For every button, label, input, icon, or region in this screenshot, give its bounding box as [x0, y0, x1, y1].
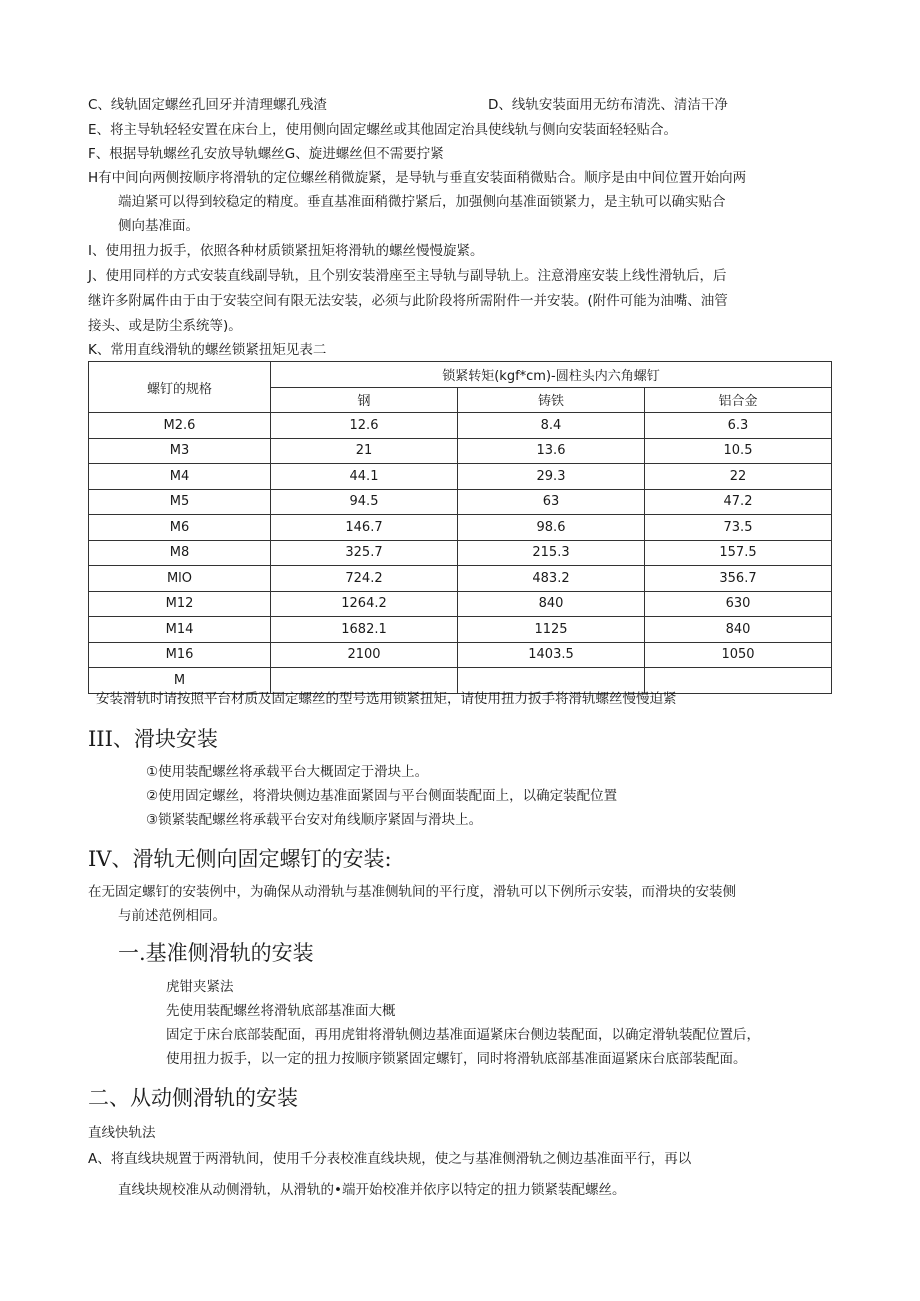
- step-h-line1: H有中间向两侧按顺序将滑轨的定位螺丝稍微旋紧，是导轨与垂直安装面稍微贴合。顺序是由中间位置开始向两: [88, 170, 747, 186]
- table-row: [89, 413, 832, 439]
- table-row: [89, 566, 832, 592]
- step-c: C、线轨固定螺丝孔回牙并清理螺孔残渣: [88, 97, 327, 113]
- table-row: [89, 642, 832, 668]
- torque-cell: 13.6: [458, 438, 645, 464]
- screw-size-cell: M: [89, 668, 271, 694]
- torque-cell: 483.2: [458, 566, 645, 592]
- screw-size-cell: M14: [89, 617, 271, 643]
- subsection-1-heading: 一.基准侧滑轨的安装: [118, 941, 314, 965]
- torque-cell: 21: [271, 438, 458, 464]
- method-line2: 固定于床台底部装配面，再用虎钳将滑轨侧边基准面逼紧床台侧边装配面，以确定滑轨装配位置后，: [166, 1027, 760, 1043]
- torque-table: [88, 361, 832, 694]
- screw-size-cell: M12: [89, 591, 271, 617]
- torque-cell: 724.2: [271, 566, 458, 592]
- header-torque-group: 锁紧转矩(kgf*cm)-圆柱头内六角螺钉: [271, 362, 832, 388]
- section-4-para-line2: 与前述范例相同。: [118, 908, 226, 924]
- table-row: [89, 617, 832, 643]
- step-d: D、线轨安装面用无纺布清洗、清洁干净: [488, 97, 728, 113]
- torque-cell: 1403.5: [458, 642, 645, 668]
- torque-cell: 94.5: [271, 489, 458, 515]
- step-a-line2: 直线块规校准从动侧滑轨，从滑轨的•端开始校准并依序以特定的扭力锁紧装配螺丝。: [118, 1182, 626, 1198]
- torque-cell: 356.7: [645, 566, 832, 592]
- torque-cell: 157.5: [645, 540, 832, 566]
- torque-cell: 325.7: [271, 540, 458, 566]
- torque-cell: 840: [458, 591, 645, 617]
- torque-cell: 22: [645, 464, 832, 490]
- step-j-line3: 接头、或是防尘系统等)。: [88, 318, 242, 334]
- torque-cell: 73.5: [645, 515, 832, 541]
- table-row: [89, 489, 832, 515]
- table-row: [89, 591, 832, 617]
- screw-size-cell: M16: [89, 642, 271, 668]
- torque-cell: 6.3: [645, 413, 832, 439]
- torque-cell: 2100: [271, 642, 458, 668]
- header-steel: 钢: [271, 387, 458, 413]
- table-row: [89, 438, 832, 464]
- screw-size-cell: MlO: [89, 566, 271, 592]
- screw-size-cell: M8: [89, 540, 271, 566]
- table-row: [89, 515, 832, 541]
- step-j-line1: J、使用同样的方式安装直线副导轨，且个别安装滑座至主导轨与副导轨上。注意滑座安装上线性滑轨后，后: [88, 268, 727, 284]
- torque-cell: [458, 668, 645, 694]
- step-h-line2: 端迫紧可以得到较稳定的精度。垂直基准面稍微拧紧后，加强侧向基准面锁紧力，是主轨可以确实贴合: [118, 194, 726, 210]
- torque-cell: 146.7: [271, 515, 458, 541]
- torque-cell: 840: [645, 617, 832, 643]
- section-4-heading: IV、滑轨无侧向固定螺钉的安装:: [88, 847, 392, 871]
- section-3-heading: III、滑块安装: [88, 727, 218, 751]
- torque-cell: 10.5: [645, 438, 832, 464]
- torque-cell: 215.3: [458, 540, 645, 566]
- screw-size-cell: M4: [89, 464, 271, 490]
- torque-cell: 1050: [645, 642, 832, 668]
- screw-size-cell: M6: [89, 515, 271, 541]
- header-cast-iron: 铸铁: [458, 387, 645, 413]
- step-k: K、常用直线滑轨的螺丝锁紧扭矩见表二: [88, 342, 327, 358]
- section-4-para-line1: 在无固定螺钉的安装例中，为确保从动滑轨与基准侧轨间的平行度，滑轨可以下例所示安装，而滑块的安装侧: [88, 884, 736, 900]
- torque-cell: 12.6: [271, 413, 458, 439]
- screw-size-cell: M2.6: [89, 413, 271, 439]
- torque-cell: 1125: [458, 617, 645, 643]
- step-h-line3: 侧向基准面。: [118, 218, 199, 234]
- table-row: [89, 668, 832, 694]
- torque-cell: 47.2: [645, 489, 832, 515]
- step-a-line1: A、将直线块规置于两滑轨间，使用千分表校准直线块规，使之与基准侧滑轨之侧边基准面平行，再以: [88, 1151, 692, 1167]
- torque-cell: 63: [458, 489, 645, 515]
- slider-step-2: ②使用固定螺丝，将滑块侧边基准面紧固与平台侧面装配面上，以确定装配位置: [146, 788, 618, 804]
- torque-cell: 8.4: [458, 413, 645, 439]
- header-aluminum: 铝合金: [645, 387, 832, 413]
- torque-cell: [271, 668, 458, 694]
- torque-cell: 29.3: [458, 464, 645, 490]
- table-note: 安装滑轨时请按照平台材质及固定螺丝的型号选用锁紧扭矩，请使用扭力扳手将滑轨螺丝慢慢迫紧: [96, 691, 677, 707]
- method-line3: 使用扭力扳手，以一定的扭力按顺序锁紧固定螺钉，同时将滑轨底部基准面逼紧床台底部装配面。: [166, 1051, 747, 1067]
- header-screw-spec: 螺钉的规格: [89, 362, 271, 413]
- step-fg: F、根据导轨螺丝孔安放导轨螺丝G、旋进螺丝但不需要拧紧: [88, 146, 444, 162]
- table-row: [89, 464, 832, 490]
- step-j-line2: 继许多附属件由于由于安装空间有限无法安装，必须与此阶段将所需附件一并安装。(附件可能为油嘴、油管: [88, 293, 728, 309]
- method-vise: 虎钳夹紧法: [166, 979, 234, 995]
- torque-cell: 630: [645, 591, 832, 617]
- screw-size-cell: M5: [89, 489, 271, 515]
- torque-cell: 98.6: [458, 515, 645, 541]
- torque-cell: 44.1: [271, 464, 458, 490]
- torque-cell: 1264.2: [271, 591, 458, 617]
- step-e: E、将主导轨轻轻安置在床台上，使用侧向固定螺丝或其他固定治具使线轨与侧向安装面轻轻贴合。: [88, 122, 678, 138]
- slider-step-1: ①使用装配螺丝将承载平台大概固定于滑块上。: [146, 764, 429, 780]
- slider-step-3: ③锁紧装配螺丝将承载平台安对角线顺序紧固与滑块上。: [146, 812, 483, 828]
- subsection-2-heading: 二、从动侧滑轨的安装: [88, 1086, 298, 1110]
- torque-cell: 1682.1: [271, 617, 458, 643]
- method-line1: 先使用装配螺丝将滑轨底部基准面大概: [166, 1003, 396, 1019]
- table-row: [89, 540, 832, 566]
- step-i: I、使用扭力扳手，依照各种材质锁紧扭矩将滑轨的螺丝慢慢旋紧。: [88, 243, 484, 259]
- screw-size-cell: M3: [89, 438, 271, 464]
- torque-cell: [645, 668, 832, 694]
- method-straight: 直线快轨法: [88, 1125, 156, 1141]
